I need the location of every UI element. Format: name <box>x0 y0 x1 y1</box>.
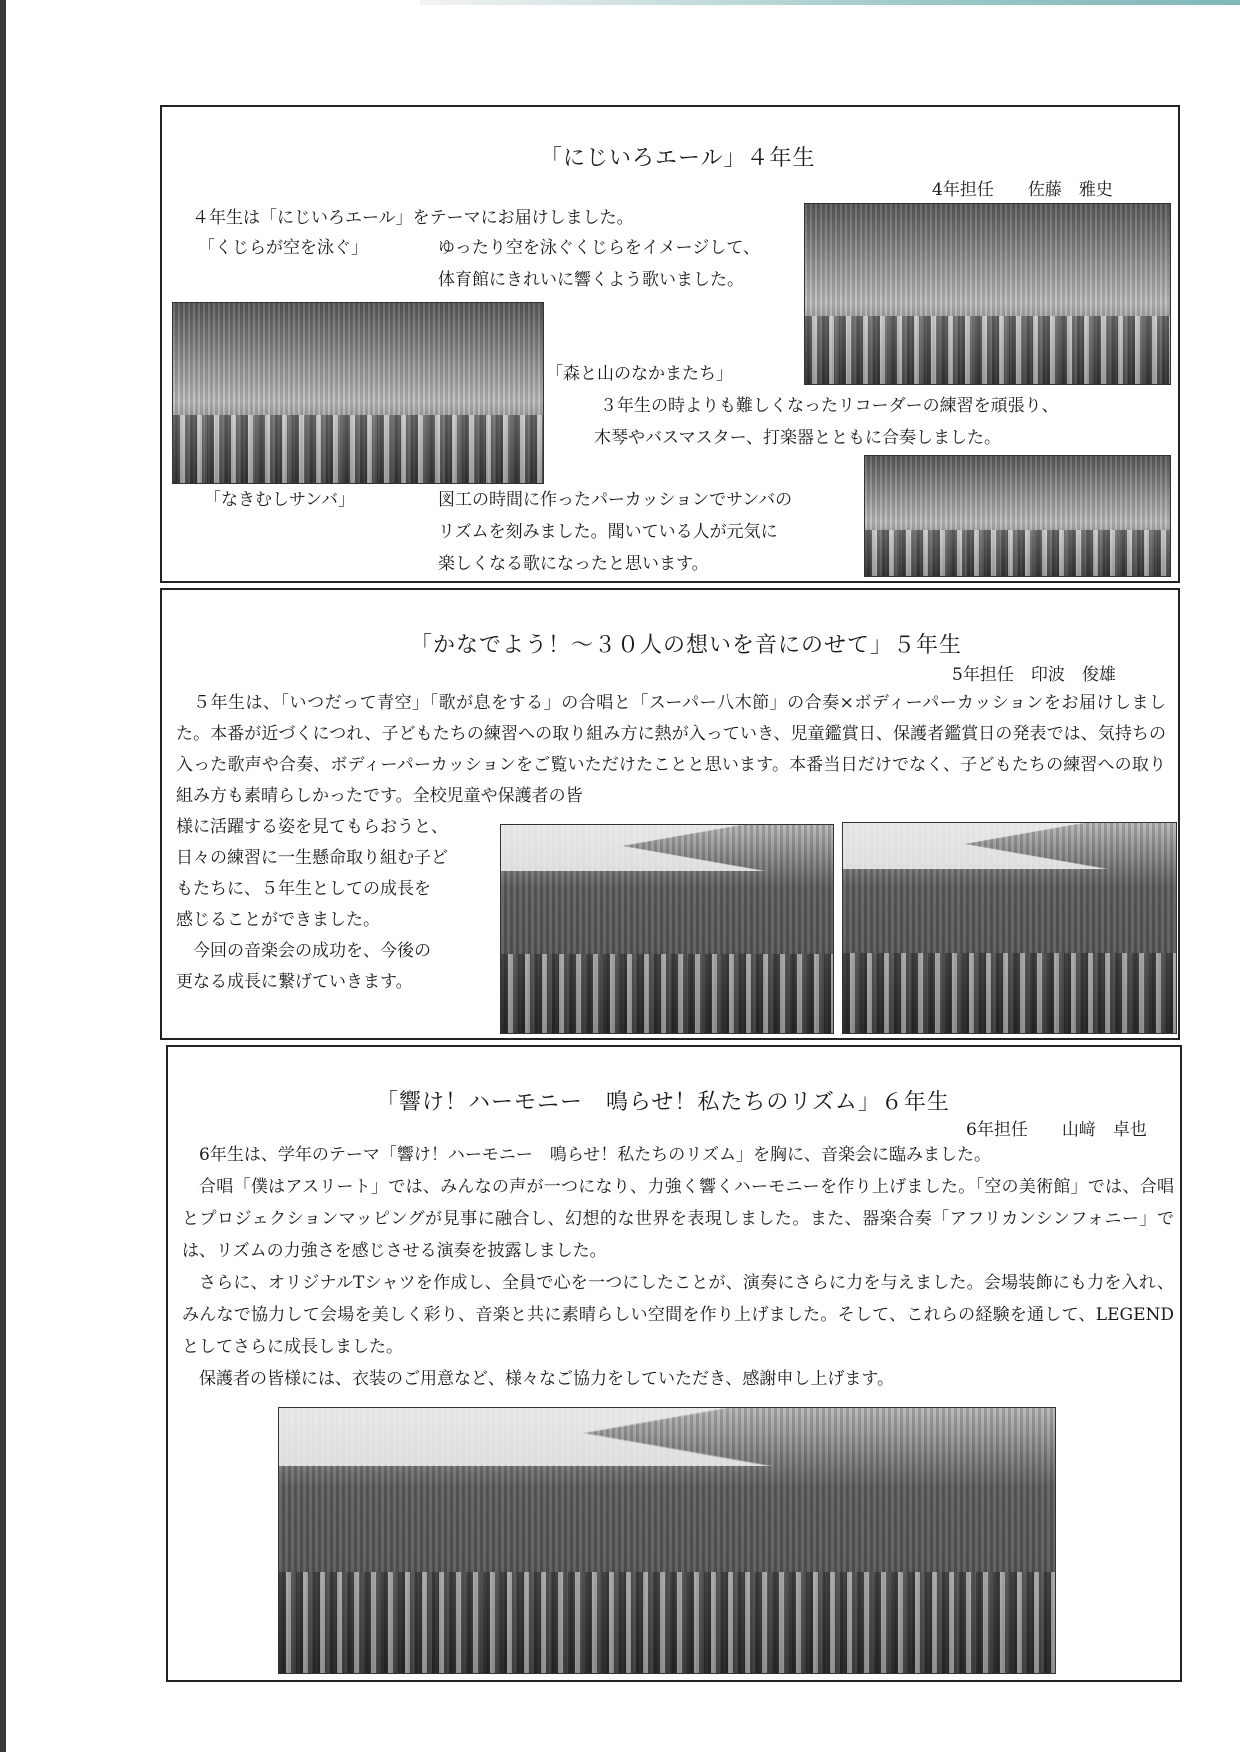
grade5-cont-3: もたちに、５年生としての成長を <box>176 879 431 899</box>
grade4-title: 「にじいろエール」４年生 <box>540 146 816 171</box>
grade6-body <box>182 1139 1174 1395</box>
grade6-photo-stage <box>278 1407 1056 1674</box>
grade4-teacher: 4年担任 佐藤 雅史 <box>932 180 1113 200</box>
grade5-photo-stage-right <box>842 822 1177 1034</box>
grade4-song2-desc-2: 木琴やバスマスター、打楽器とともに合奏しました。 <box>594 428 1001 448</box>
grade6-para1: 6年生は、学年のテーマ「響け！ハーモニー 鳴らせ！私たちのリズム」を胸に、音楽会に臨みました。 <box>199 1145 991 1165</box>
grade4-song2-title: 「森と山のなかまたち」 <box>546 364 733 384</box>
grade4-song3-desc-1: 図工の時間に作ったパーカッションでサンバの <box>438 490 793 510</box>
grade5-para1: ５年生は、「いつだって青空」「歌が息をする」の合唱と「スーパー八木節」の合奏×ボディーパーカッションをお届けしました。本番が近づくにつれ、子どもたちの練習への取り組み方に熱が入っていき、児童鑑賞日、保護者鑑賞日の発表では、気持ちの入った歌声や合奏、ボディーパーカッションをご覧いただけたことと思います。本番当日だけでなく、子どもたちの練習への取り組み方も素晴らしかったです。全校児童や保護者の皆 <box>176 693 1166 806</box>
grade5-cont-5: 今回の音楽会の成功を、今後の <box>193 941 431 961</box>
grade5-cont-4: 感じることができました。 <box>176 910 380 930</box>
grade4-song1-title: 「くじらが空を泳ぐ」 <box>198 238 368 258</box>
grade5-cont-1: 様に活躍する姿を見てもらおうと、 <box>176 817 448 837</box>
grade4-song3-desc-2: リズムを刻みました。聞いている人が元気に <box>438 522 778 542</box>
grade6-para3: さらに、オリジナルTシャツを作成し、全員で心を一つにしたことが、演奏にさらに力を与えました。会場装飾にも力を入れ、みんなで協力して会場を美しく彩り、音楽と共に素晴らしい空間を作り上げました。そして、これらの経験を通して、LEGENDとしてさらに成長しました。 <box>182 1273 1174 1357</box>
grade5-cont-2: 日々の練習に一生懸命取り組む子ど <box>176 848 448 868</box>
grade5-photo-right-drape <box>843 823 1176 869</box>
grade5-section <box>160 588 1180 1040</box>
grade6-para4: 保護者の皆様には、衣装のご用意など、様々なご協力をしていただき、感謝申し上げます。 <box>199 1369 894 1389</box>
grade5-cont-6: 更なる成長に繋げていきます。 <box>176 972 413 992</box>
grade6-teacher: 6年担任 山﨑 卓也 <box>966 1120 1147 1140</box>
scan-edge-top <box>420 0 1240 5</box>
grade5-paragraph <box>176 688 1166 812</box>
grade4-song3-title: 「なきむしサンバ」 <box>204 490 355 510</box>
grade4-section <box>160 105 1180 583</box>
grade4-intro: ４年生は「にじいろエール」をテーマにお届けしました。 <box>192 208 634 228</box>
grade4-song1-desc-1: ゆったり空を泳ぐくじらをイメージして、 <box>438 238 760 258</box>
grade4-photo-recorder <box>172 302 544 484</box>
grade4-song3-desc-3: 楽しくなる歌になったと思います。 <box>438 554 709 574</box>
grade4-song1-desc-2: 体育館にきれいに響くよう歌いました。 <box>438 270 744 290</box>
grade5-photo-stage-left <box>500 824 834 1034</box>
grade4-song2-desc-1: ３年生の時よりも難しくなったリコーダーの練習を頑張り、 <box>600 396 1059 416</box>
grade6-photo-drape <box>279 1408 1055 1466</box>
grade4-photo-choir <box>804 203 1171 385</box>
grade5-teacher: 5年担任 印波 俊雄 <box>952 665 1116 685</box>
grade5-photo-left-drape <box>501 825 833 871</box>
grade6-para2: 合唱「僕はアスリート」では、みんなの声が一つになり、力強く響くハーモニーを作り上げました。「空の美術館」では、合唱とプロジェクションマッピングが見事に融合し、幻想的な世界を表現しました。また、器楽合奏「アフリカンシンフォニー」では、リズムの力強さを感じさせる演奏を披露しました。 <box>182 1177 1174 1261</box>
grade6-section <box>166 1045 1182 1682</box>
grade5-title: 「かなでよう！～３０人の想いを音にのせて」５年生 <box>410 633 963 658</box>
grade4-photo-samba <box>864 455 1171 577</box>
grade6-title: 「響け！ハーモニー 鳴らせ！私たちのリズム」６年生 <box>376 1090 950 1115</box>
scan-edge-left <box>0 0 6 1752</box>
